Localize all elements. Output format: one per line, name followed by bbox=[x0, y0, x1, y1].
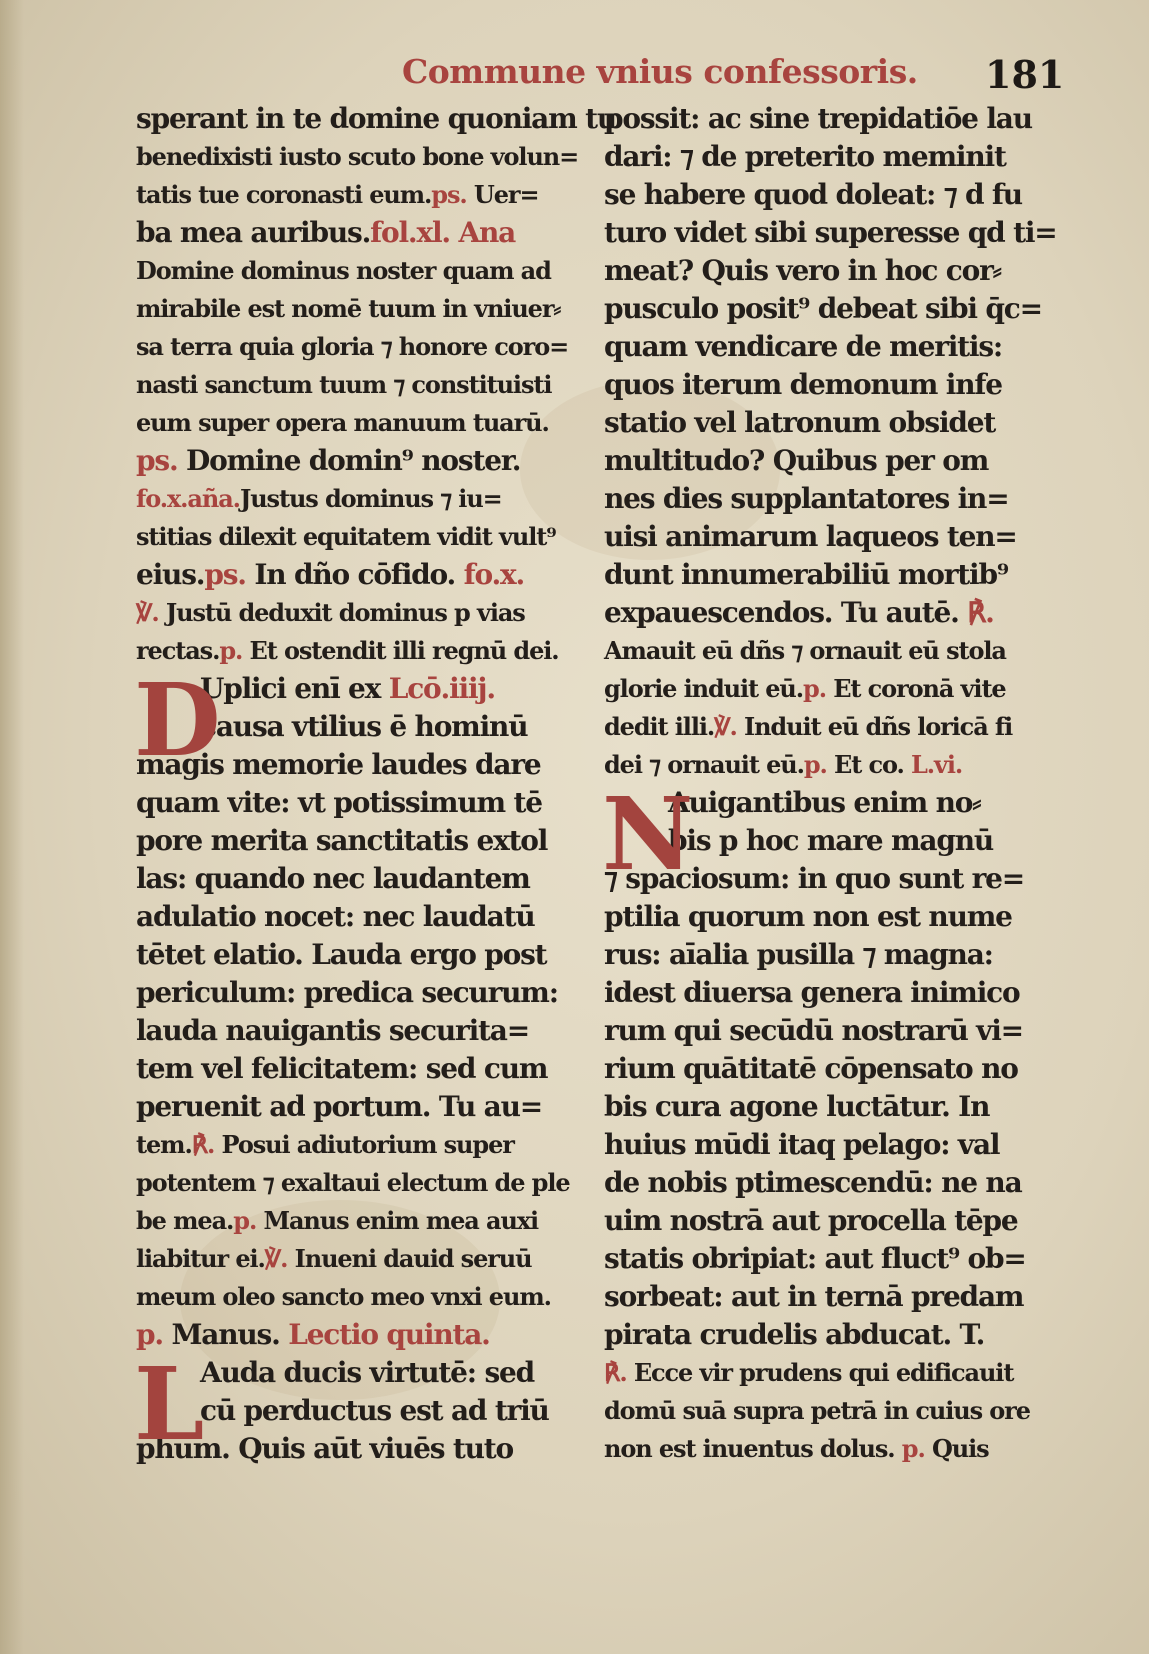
body-text: Uer= bbox=[466, 180, 539, 209]
body-text: idest diuersa genera inimico bbox=[604, 976, 1020, 1009]
rubric-text: ℟. bbox=[958, 596, 994, 629]
body-text: nasti sanctum tuum ⁊ constituisti bbox=[136, 370, 552, 399]
text-line bbox=[136, 784, 578, 822]
body-text: uisi animarum laqueos ten= bbox=[604, 520, 1017, 553]
rubric-text: ℟. bbox=[191, 1130, 215, 1159]
rubric-text: fo.x.aña. bbox=[136, 484, 240, 513]
body-text: Justū deduxit dominus p vias bbox=[158, 598, 525, 627]
text-line bbox=[136, 290, 578, 328]
text-line bbox=[604, 1202, 1046, 1240]
text-line bbox=[136, 936, 578, 974]
text-line bbox=[136, 974, 578, 1012]
body-text: benedixisti iusto scuto bone volun= bbox=[136, 142, 579, 171]
text-line bbox=[604, 290, 1046, 328]
body-text: statio vel latronum obsidet bbox=[604, 406, 996, 439]
body-text: quam vendicare de meritis: bbox=[604, 330, 1003, 363]
body-text: magis memorie laudes dare bbox=[136, 748, 541, 781]
rubric-text: ℣. bbox=[714, 712, 737, 741]
body-text: glorie induit eū. bbox=[604, 674, 804, 703]
body-text: nes dies supplantatores in= bbox=[604, 482, 1009, 515]
body-text: causa vtilius ē hominū bbox=[200, 710, 528, 743]
body-text: meum oleo sancto meo vnxi eum. bbox=[136, 1282, 551, 1311]
text-line bbox=[604, 1316, 1046, 1354]
text-line bbox=[604, 480, 1046, 518]
body-text: bis p hoc mare magnū bbox=[668, 824, 994, 857]
text-line bbox=[136, 898, 578, 936]
body-text: Et ostendit illi regnū dei. bbox=[242, 636, 559, 665]
body-text: pusculo posit⁹ debeat sibi q̄c= bbox=[604, 292, 1042, 325]
text-line bbox=[604, 1354, 1046, 1392]
text-line bbox=[604, 1088, 1046, 1126]
body-text: Ecce vir prudens qui edificauit bbox=[626, 1358, 1014, 1387]
text-line bbox=[604, 594, 1046, 632]
folio-number: 181 bbox=[985, 52, 1065, 97]
body-text: In dño cōfido. bbox=[245, 558, 456, 591]
rubric-text: p. bbox=[233, 1206, 257, 1235]
text-line bbox=[604, 1164, 1046, 1202]
body-text: rium quātitatē cōpensato no bbox=[604, 1052, 1018, 1085]
text-line bbox=[604, 442, 1046, 480]
text-line bbox=[604, 708, 1046, 746]
text-line bbox=[604, 974, 1046, 1012]
body-text: dei ⁊ ornauit eū. bbox=[604, 750, 804, 779]
body-text: huius mūdi itaq pelago: val bbox=[604, 1128, 1000, 1161]
rubric-text: p. bbox=[803, 750, 827, 779]
body-text: uim nostrā aut procella tēpe bbox=[604, 1204, 1018, 1237]
text-line bbox=[604, 1012, 1046, 1050]
body-text: peruenit ad portum. Tu au= bbox=[136, 1090, 543, 1123]
body-text: Manus enim mea auxi bbox=[256, 1206, 539, 1235]
drop-capital: D bbox=[134, 661, 220, 779]
body-text: Quis bbox=[924, 1434, 989, 1463]
rubric-text: p. bbox=[136, 1318, 163, 1351]
text-line bbox=[136, 366, 578, 404]
body-text: non est inuentus dolus. bbox=[604, 1434, 895, 1463]
text-line bbox=[604, 366, 1046, 404]
text-line bbox=[604, 176, 1046, 214]
body-text: Induit eū dñs loricā fi bbox=[736, 712, 1013, 741]
text-line bbox=[604, 328, 1046, 366]
body-text: Posui adiutorium super bbox=[214, 1130, 514, 1159]
body-text: potentem ⁊ exaltaui electum de ple bbox=[136, 1168, 570, 1197]
body-text: Inueni dauid seruū bbox=[287, 1244, 532, 1273]
body-text: Justus dominus ⁊ iu= bbox=[239, 484, 502, 513]
body-text: quam vite: vt potissimum tē bbox=[136, 786, 542, 819]
rubric-text: ℟. bbox=[604, 1358, 627, 1387]
rubric-text: ps. bbox=[136, 444, 178, 477]
rubric-text: ℣. bbox=[136, 598, 159, 627]
text-line bbox=[136, 1202, 578, 1240]
text-line bbox=[604, 556, 1046, 594]
body-text: multitudo? Quibus per om bbox=[604, 444, 989, 477]
body-text: Uplici enī ex bbox=[200, 672, 389, 705]
text-column-left bbox=[134, 100, 616, 1468]
body-text: tem vel felicitatem: sed cum bbox=[136, 1052, 548, 1085]
text-line bbox=[604, 100, 1046, 138]
text-line bbox=[604, 518, 1046, 556]
text-line bbox=[136, 860, 578, 898]
text-line bbox=[136, 214, 578, 252]
body-text: periculum: predica securum: bbox=[136, 976, 558, 1009]
text-line bbox=[136, 1164, 578, 1202]
text-line bbox=[604, 670, 1046, 708]
body-text: rum qui secūdū nostrarū vi= bbox=[604, 1014, 1023, 1047]
text-line bbox=[604, 1126, 1046, 1164]
text-line bbox=[604, 214, 1057, 252]
text-line bbox=[604, 138, 1046, 176]
body-text: expauescendos. Tu autē. bbox=[604, 596, 959, 629]
text-line bbox=[136, 556, 578, 594]
text-line bbox=[604, 1240, 1046, 1278]
text-line bbox=[604, 252, 1046, 290]
body-text: rus: aīalia pusilla ⁊ magna: bbox=[604, 938, 993, 971]
body-text: tem. bbox=[136, 1130, 192, 1159]
body-text: Auda ducis virtutē: sed bbox=[200, 1356, 535, 1389]
body-text: ⁊ spaciosum: in quo sunt re= bbox=[604, 862, 1025, 895]
rubric-text: Lectio quinta. bbox=[288, 1318, 490, 1351]
body-text: dunt innumerabiliū mortib⁹ bbox=[604, 558, 1008, 591]
text-line bbox=[136, 594, 578, 632]
text-line bbox=[136, 518, 578, 556]
body-text: rectas. bbox=[136, 636, 220, 665]
text-line bbox=[136, 480, 578, 518]
body-text: Et co. bbox=[826, 750, 911, 779]
body-text: statis obripiat: aut fluct⁹ ob= bbox=[604, 1242, 1026, 1275]
text-line bbox=[136, 100, 616, 138]
body-text: dari: ⁊ de preterito meminit bbox=[604, 140, 1006, 173]
body-text: quos iterum demonum infe bbox=[604, 368, 1002, 401]
text-line bbox=[136, 252, 578, 290]
body-text: Domine dominus noster quam ad bbox=[136, 256, 551, 285]
rubric-text: p. bbox=[219, 636, 243, 665]
text-line bbox=[604, 1050, 1046, 1088]
body-text: pore merita sanctitatis extol bbox=[136, 824, 548, 857]
rubric-text: Lcō.iiij. bbox=[388, 672, 495, 705]
text-line bbox=[136, 138, 578, 176]
body-text: bis cura agone luctātur. In bbox=[604, 1090, 990, 1123]
body-text: mirabile est nomē tuum in vniuer⸗ bbox=[136, 294, 561, 323]
body-text: liabitur ei. bbox=[136, 1244, 265, 1273]
text-line bbox=[136, 1012, 578, 1050]
body-text: sa terra quia gloria ⁊ honore coro= bbox=[136, 332, 569, 361]
body-text: tatis tue coronasti eum. bbox=[136, 180, 432, 209]
body-text: phum. Quis aūt viuēs tuto bbox=[136, 1432, 513, 1465]
text-line bbox=[136, 404, 578, 442]
rubric-text: p. bbox=[803, 674, 826, 703]
drop-capital: L bbox=[134, 1345, 204, 1463]
body-text: cū perductus est ad triū bbox=[200, 1394, 549, 1427]
body-text: Et coronā vite bbox=[825, 674, 1006, 703]
body-text: meat? Quis vero in hoc cor⸗ bbox=[604, 254, 1001, 287]
text-line bbox=[136, 176, 578, 214]
rubric-text: fo.x. bbox=[455, 558, 525, 591]
text-line bbox=[136, 1050, 578, 1088]
text-line bbox=[604, 1278, 1046, 1316]
text-line bbox=[604, 898, 1046, 936]
body-text: las: quando nec laudantem bbox=[136, 862, 530, 895]
rubric-text: p. bbox=[894, 1434, 925, 1463]
body-text: sperant in te domine quoniam tu bbox=[136, 102, 616, 135]
body-text: lauda nauigantis securita= bbox=[136, 1014, 529, 1047]
running-head: Commune vnius confessoris. bbox=[402, 52, 918, 91]
body-text: pirata crudelis abducat. T. bbox=[604, 1318, 985, 1351]
body-text: Amauit eū dñs ⁊ ornauit eū stola bbox=[604, 636, 1006, 665]
body-text: se habere quod doleat: ⁊ d fu bbox=[604, 178, 1022, 211]
body-text: tētet elatio. Lauda ergo post bbox=[136, 938, 547, 971]
body-text: ptilia quorum non est nume bbox=[604, 900, 1012, 933]
body-text: be mea. bbox=[136, 1206, 234, 1235]
body-text: turo videt sibi superesse qd ti= bbox=[604, 216, 1057, 249]
body-text: possit: ac sine trepidatiōe lau bbox=[604, 102, 1032, 135]
drop-capital: N bbox=[602, 775, 693, 893]
text-line bbox=[604, 936, 1046, 974]
body-text: sorbeat: aut in ternā predam bbox=[604, 1280, 1024, 1313]
rubric-text: fol.xl. Ana bbox=[370, 216, 516, 249]
rubric-text: ps. bbox=[431, 180, 467, 209]
body-text: eum super opera manuum tuarū. bbox=[136, 408, 549, 437]
text-line bbox=[604, 632, 1046, 670]
text-line bbox=[136, 1278, 578, 1316]
text-line bbox=[604, 1392, 1046, 1430]
body-text: adulatio nocet: nec laudatū bbox=[136, 900, 535, 933]
text-line bbox=[136, 1240, 578, 1278]
text-line bbox=[136, 1126, 578, 1164]
body-text: dedit illi. bbox=[604, 712, 715, 741]
body-text: ba mea auribus. bbox=[136, 216, 371, 249]
body-text: stitias dilexit equitatem vidit vult⁹ bbox=[136, 522, 556, 551]
text-line bbox=[604, 404, 1046, 442]
text-column-right bbox=[602, 100, 1057, 1468]
body-text: domū suā supra petrā in cuius ore bbox=[604, 1396, 1030, 1425]
body-text: Auigantibus enim no⸗ bbox=[668, 786, 981, 819]
body-text: eius. bbox=[136, 558, 205, 591]
rubric-text: ps. bbox=[204, 558, 246, 591]
page-gutter-shadow bbox=[0, 0, 24, 1654]
body-text: Domine domin⁹ noster. bbox=[177, 444, 521, 477]
text-line bbox=[136, 822, 578, 860]
text-line bbox=[604, 1430, 1046, 1468]
text-line bbox=[136, 328, 578, 366]
body-text: de nobis ptimescendū: ne na bbox=[604, 1166, 1022, 1199]
text-line bbox=[136, 442, 578, 480]
body-text: Manus. bbox=[162, 1318, 289, 1351]
text-line bbox=[136, 1088, 578, 1126]
rubric-text: L.vi. bbox=[910, 750, 963, 779]
rubric-text: ℣. bbox=[264, 1244, 288, 1273]
